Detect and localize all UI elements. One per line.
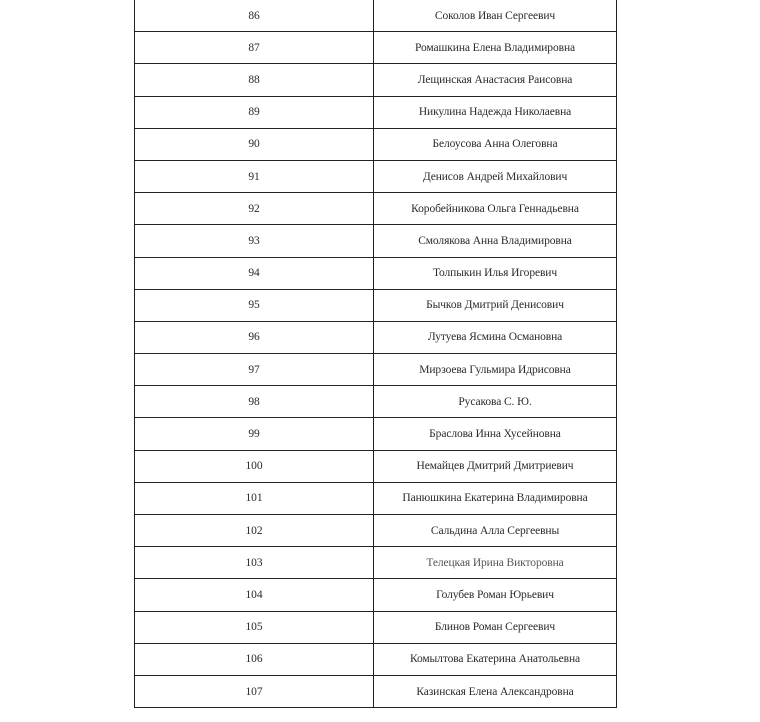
table-row	[135, 515, 617, 547]
person-name: Смолякова Анна Владимировна	[374, 225, 617, 257]
table-row	[135, 64, 617, 96]
person-name: Толпыкин Илья Игоревич	[374, 257, 617, 289]
table-row	[135, 0, 617, 32]
table-row	[135, 321, 617, 353]
person-name: Лещинская Анастасия Раисовна	[374, 64, 617, 96]
row-number: 104	[135, 579, 374, 611]
person-name: Мирзоева Гульмира Идрисовна	[374, 354, 617, 386]
table-row	[135, 482, 617, 514]
roster-table	[134, 0, 617, 708]
person-name: Белоусова Анна Олеговна	[374, 128, 617, 160]
person-name: Никулина Надежда Николаевна	[374, 96, 617, 128]
row-number: 98	[135, 386, 374, 418]
document-page	[134, 0, 614, 708]
row-number: 87	[135, 32, 374, 64]
table-row	[135, 643, 617, 675]
roster-table-body	[135, 0, 617, 708]
row-number: 92	[135, 193, 374, 225]
table-row	[135, 128, 617, 160]
row-number: 99	[135, 418, 374, 450]
person-name: Сальдина Алла Сергеевны	[374, 515, 617, 547]
table-row	[135, 160, 617, 192]
row-number: 103	[135, 547, 374, 579]
row-number: 107	[135, 675, 374, 707]
table-row	[135, 418, 617, 450]
row-number: 102	[135, 515, 374, 547]
person-name: Голубев Роман Юрьевич	[374, 579, 617, 611]
table-row	[135, 225, 617, 257]
row-number: 105	[135, 611, 374, 643]
table-row	[135, 547, 617, 579]
row-number: 97	[135, 354, 374, 386]
table-row	[135, 675, 617, 707]
row-number: 106	[135, 643, 374, 675]
row-number: 89	[135, 96, 374, 128]
person-name: Панюшкина Екатерина Владимировна	[374, 482, 617, 514]
table-row	[135, 450, 617, 482]
person-name: Лутуева Ясмина Османовна	[374, 321, 617, 353]
table-row	[135, 96, 617, 128]
person-name: Русакова С. Ю.	[374, 386, 617, 418]
person-name: Немайцев Дмитрий Дмитриевич	[374, 450, 617, 482]
person-name: Денисов Андрей Михайлович	[374, 160, 617, 192]
person-name: Ромашкина Елена Владимировна	[374, 32, 617, 64]
person-name: Коробейникова Ольга Геннадьевна	[374, 193, 617, 225]
table-row	[135, 354, 617, 386]
person-name: Браслова Инна Хусейновна	[374, 418, 617, 450]
row-number: 91	[135, 160, 374, 192]
row-number: 94	[135, 257, 374, 289]
person-name: Комылтова Екатерина Анатольевна	[374, 643, 617, 675]
person-name: Блинов Роман Сергеевич	[374, 611, 617, 643]
row-number: 95	[135, 289, 374, 321]
row-number: 100	[135, 450, 374, 482]
row-number: 93	[135, 225, 374, 257]
person-name: Соколов Иван Сергеевич	[374, 0, 617, 32]
row-number: 86	[135, 0, 374, 32]
row-number: 88	[135, 64, 374, 96]
table-row	[135, 32, 617, 64]
table-row	[135, 193, 617, 225]
person-name: Бычков Дмитрий Денисович	[374, 289, 617, 321]
row-number: 96	[135, 321, 374, 353]
row-number: 101	[135, 482, 374, 514]
table-row	[135, 579, 617, 611]
table-row	[135, 386, 617, 418]
person-name: Казинская Елена Александровна	[374, 675, 617, 707]
table-row	[135, 289, 617, 321]
person-name: Телецкая Ирина Викторовна	[374, 547, 617, 579]
table-row	[135, 611, 617, 643]
table-row	[135, 257, 617, 289]
row-number: 90	[135, 128, 374, 160]
